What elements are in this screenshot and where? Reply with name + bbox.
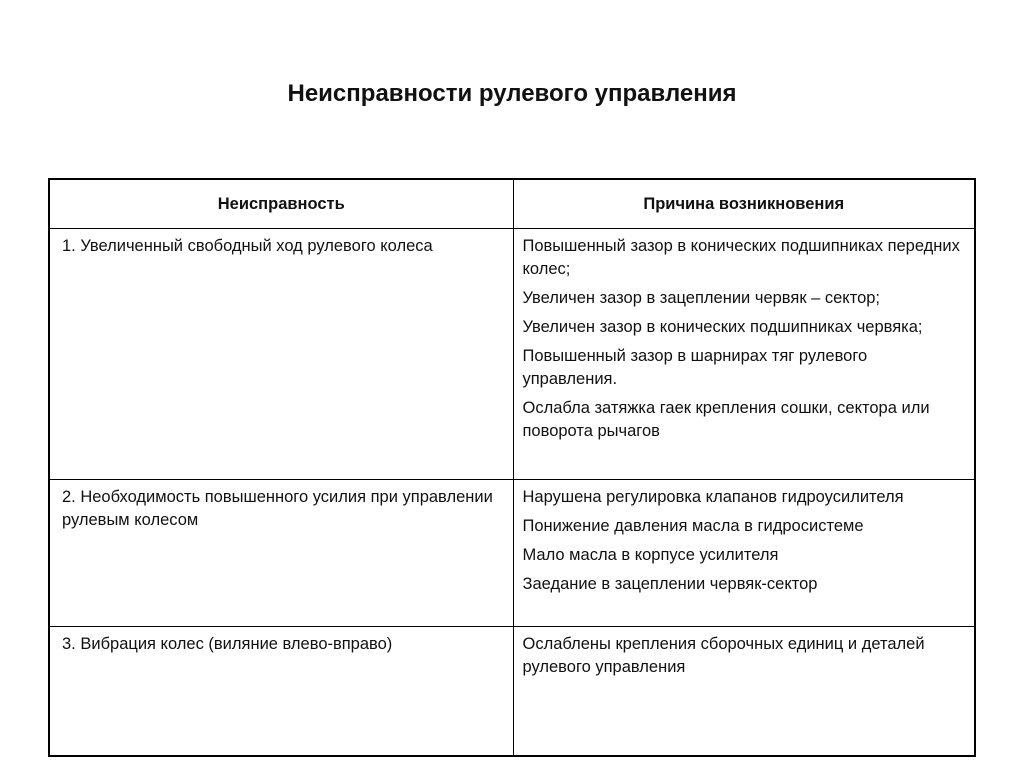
table-row	[49, 627, 975, 757]
cause-item: Повышенный зазор в конических подшипниках передних колес;	[522, 237, 960, 278]
cause-item: Увеличен зазор в зацеплении червяк – сектор;	[522, 289, 881, 307]
cause-item: Нарушена регулировка клапанов гидроусилителя	[522, 488, 904, 506]
causes-cell	[513, 229, 975, 480]
header-fault: Неисправность	[49, 179, 513, 229]
cause-item: Ослабла затяжка гаек крепления сошки, сектора или поворота рычагов	[522, 399, 930, 440]
table-header-row	[49, 179, 975, 229]
cause-item: Мало масла в корпусе усилителя	[522, 546, 779, 564]
table-row	[49, 229, 975, 480]
page-title: Неисправности рулевого управления	[287, 80, 737, 107]
fault-cell: 1. Увеличенный свободный ход рулевого колеса	[49, 229, 513, 480]
causes-cell	[513, 480, 975, 627]
cause-item: Ослаблены крепления сборочных единиц и деталей рулевого управления	[522, 635, 925, 676]
cause-item: Заедание в зацеплении червяк-сектор	[522, 575, 818, 593]
cause-item: Понижение давления масла в гидросистеме	[522, 517, 864, 535]
table-row	[49, 480, 975, 627]
fault-cell: 3. Вибрация колес (виляние влево-вправо)	[49, 627, 513, 757]
fault-cell: 2. Необходимость повышенного усилия при управлении рулевым колесом	[49, 480, 513, 627]
causes-cell	[513, 627, 975, 757]
cause-item: Увеличен зазор в конических подшипниках червяка;	[522, 318, 923, 336]
header-cause: Причина возникновения	[513, 179, 975, 229]
faults-table	[48, 178, 976, 757]
cause-item: Повышенный зазор в шарнирах тяг рулевого управления.	[522, 347, 868, 388]
